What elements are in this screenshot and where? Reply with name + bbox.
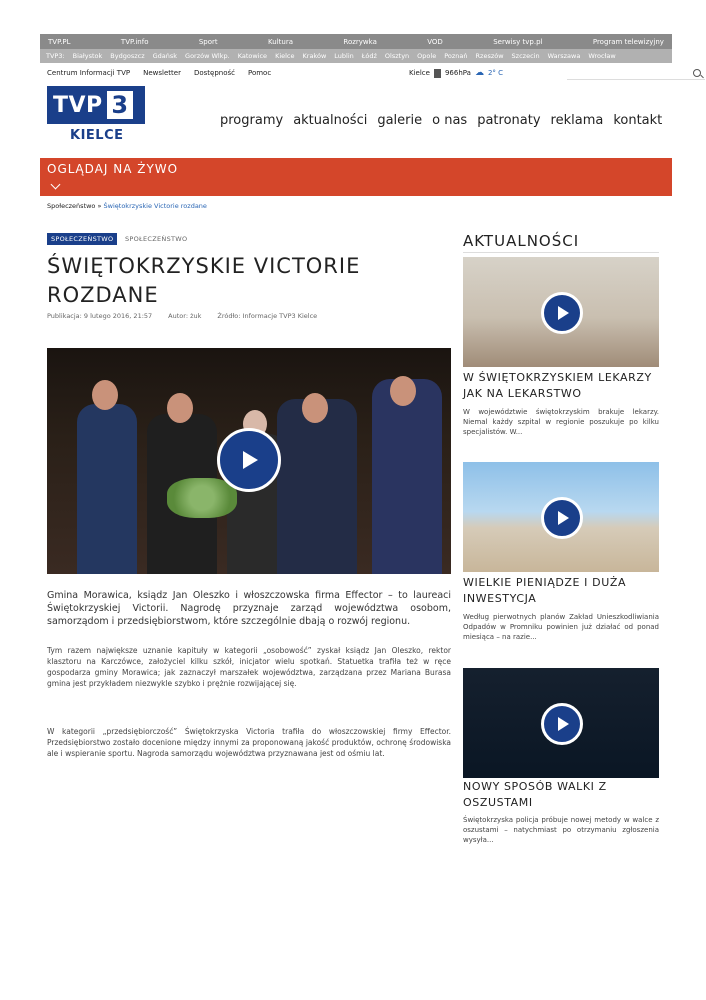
sidebar-divider: [463, 252, 659, 253]
topbar-link[interactable]: Serwisy tvp.pl: [493, 37, 543, 46]
topbar-link[interactable]: Kultura: [268, 37, 294, 46]
play-icon[interactable]: [217, 428, 281, 492]
weather-pressure: 966hPa: [444, 69, 471, 77]
utility-links: [47, 69, 271, 77]
article-source: Źródło: Informacje TVP3 Kielce: [217, 312, 318, 320]
city-link[interactable]: Katowice: [237, 52, 268, 60]
city-link[interactable]: Warszawa: [547, 52, 581, 60]
city-link[interactable]: Rzeszów: [475, 52, 504, 60]
play-icon[interactable]: [541, 292, 583, 334]
video-player[interactable]: [47, 348, 451, 574]
article-paragraph: Tym razem największe uznanie kapituły w kategorii „osobowość” zyskał ksiądz Jan Oleszko, rektor klasztoru na Karczówce, założyciel kilku szkół, inicjator wielu spotkań. Statuetka trafiła też w ręce gospodarza gminy Morawica; jak zaznaczył marszałek województwa, zarządzana przez Mariana Burasa gmina jest przykładem niezwykle szybko i prężnie rozwijającej się.: [47, 646, 451, 688]
city-link[interactable]: Wrocław: [588, 52, 616, 60]
nav-item-kontakt[interactable]: kontakt: [613, 113, 663, 128]
logo-number: 3: [107, 91, 133, 119]
cloud-rain-icon: ☁: [474, 68, 484, 78]
news-card-image[interactable]: [463, 257, 659, 367]
news-card-title[interactable]: NOWY SPOSÓB WALKI Z OSZUSTAMI: [463, 780, 607, 809]
barometer-icon: [434, 69, 441, 78]
city-link[interactable]: Lublin: [334, 52, 354, 60]
util-link-newsletter[interactable]: Newsletter: [143, 69, 181, 77]
breadcrumb-current[interactable]: Świętokrzyskie Victorie rozdane: [103, 202, 207, 210]
bouquet-image: [167, 478, 237, 518]
nav-item-o-nas[interactable]: o nas: [432, 113, 468, 128]
news-card-image[interactable]: [463, 668, 659, 778]
news-card-excerpt: W województwie świętokrzyskim brakuje lekarzy. Niemal każdy szpital w regionie poszukuje po kilku specjalistów. W...: [463, 408, 659, 436]
watch-live-banner[interactable]: [40, 158, 672, 196]
topbar-link[interactable]: VOD: [427, 37, 443, 46]
city-link[interactable]: Łódź: [361, 52, 377, 60]
util-link-accessibility[interactable]: Dostępność: [193, 69, 235, 77]
city-link[interactable]: Kraków: [302, 52, 327, 60]
news-card-title[interactable]: WIELKIE PIENIĄDZE I DUŻA INWESTYCJA: [463, 576, 627, 605]
logo-city: KIELCE: [70, 128, 124, 143]
search-icon[interactable]: [693, 69, 701, 77]
chevron-down-icon[interactable]: [51, 180, 61, 190]
city-link[interactable]: Olsztyn: [384, 52, 410, 60]
article-meta: [47, 312, 317, 320]
breadcrumb-separator: »: [95, 202, 104, 210]
weather-city: Kielce: [409, 69, 430, 77]
topbar-link[interactable]: Rozrywka: [343, 37, 377, 46]
article-lead: Gmina Morawica, ksiądz Jan Oleszko i włoszczowska firma Effector – to laureaci Świętokrzyskiej Victorii. Nagrodę przyznaje zarząd województwa osobom, samorządom i przedsiębiorstwom, które szczególnie dbają o rozwój regionu.: [47, 590, 451, 627]
utility-bar: [47, 66, 659, 80]
topbar-link[interactable]: TVP.PL: [48, 37, 71, 46]
logo-brand: TVP: [53, 92, 103, 118]
news-card-image[interactable]: [463, 462, 659, 572]
watch-live-label: OGLĄDAJ NA ŻYWO: [47, 162, 179, 176]
util-link-help[interactable]: Pomoc: [247, 69, 272, 77]
nav-item-aktualnosci[interactable]: aktualności: [293, 113, 368, 128]
city-link[interactable]: Gdańsk: [152, 52, 178, 60]
regional-bar: [40, 49, 672, 63]
article-author: Autor: żuk: [168, 312, 202, 320]
news-card-title[interactable]: W ŚWIĘTOKRZYSKIEM LEKARZY JAK NA LEKARSTWO: [463, 371, 652, 400]
nav-item-programy[interactable]: programy: [220, 113, 284, 128]
news-card-excerpt: Świętokrzyska policja próbuje nowej metody w walce z oszustami – natychmiast po otrzymaniu zgłoszenia wysyła...: [463, 816, 659, 844]
city-link[interactable]: Gorzów Wlkp.: [185, 52, 230, 60]
breadcrumb-parent[interactable]: Społeczeństwo: [47, 202, 96, 210]
video-thumbnail: [77, 404, 137, 574]
nav-item-reklama[interactable]: reklama: [550, 113, 604, 128]
main-nav: [220, 113, 662, 128]
play-icon[interactable]: [541, 703, 583, 745]
search-input[interactable]: [567, 66, 705, 80]
publish-date: Publikacja: 9 lutego 2016, 21:57: [47, 312, 153, 320]
city-link[interactable]: Poznań: [444, 52, 468, 60]
topbar-link[interactable]: Sport: [198, 37, 218, 46]
sidebar-heading: AKTUALNOŚCI: [463, 232, 580, 250]
city-link[interactable]: Szczecin: [511, 52, 540, 60]
city-link[interactable]: Opole: [417, 52, 437, 60]
play-icon[interactable]: [541, 497, 583, 539]
tvp3-logo[interactable]: [47, 86, 145, 124]
weather-temperature: 2° C: [487, 69, 504, 77]
article-title: ŚWIĘTOKRZYSKIE VICTORIE ROZDANE: [47, 254, 361, 307]
breadcrumb: [47, 202, 207, 210]
city-link[interactable]: Bydgoszcz: [110, 52, 145, 60]
city-link[interactable]: Białystok: [72, 52, 103, 60]
nav-item-galerie[interactable]: galerie: [377, 113, 423, 128]
weather-widget: [409, 68, 503, 78]
topbar-link[interactable]: TVP.info: [120, 37, 149, 46]
regional-label: TVP3:: [46, 52, 65, 60]
city-link[interactable]: Kielce: [275, 52, 295, 60]
nav-item-patronaty[interactable]: patronaty: [477, 113, 541, 128]
category-badge[interactable]: SPOŁECZEŃSTWO: [47, 233, 117, 245]
util-link-info-center[interactable]: Centrum Informacji TVP: [47, 69, 131, 77]
portal-topbar: [40, 34, 672, 49]
news-card-excerpt: Według pierwotnych planów Zakład Unieszkodliwiania Odpadów w Promniku powinien już działać od ponad miesiąca – na razie...: [463, 613, 659, 641]
topbar-link[interactable]: Program telewizyjny: [592, 37, 664, 46]
article-paragraph: W kategorii „przedsiębiorczość” Świętokrzyska Victoria trafiła do włoszczowskiej firmy Effector. Przedsiębiorstwo zostało docenione między innymi za proponowaną jakość produktów, ochronę środowiska ale i wspieranie sportu. Nagroda samorządu województwa przyznawana jest od ośmiu lat.: [47, 727, 451, 758]
category-label[interactable]: SPOŁECZEŃSTWO: [125, 235, 188, 243]
